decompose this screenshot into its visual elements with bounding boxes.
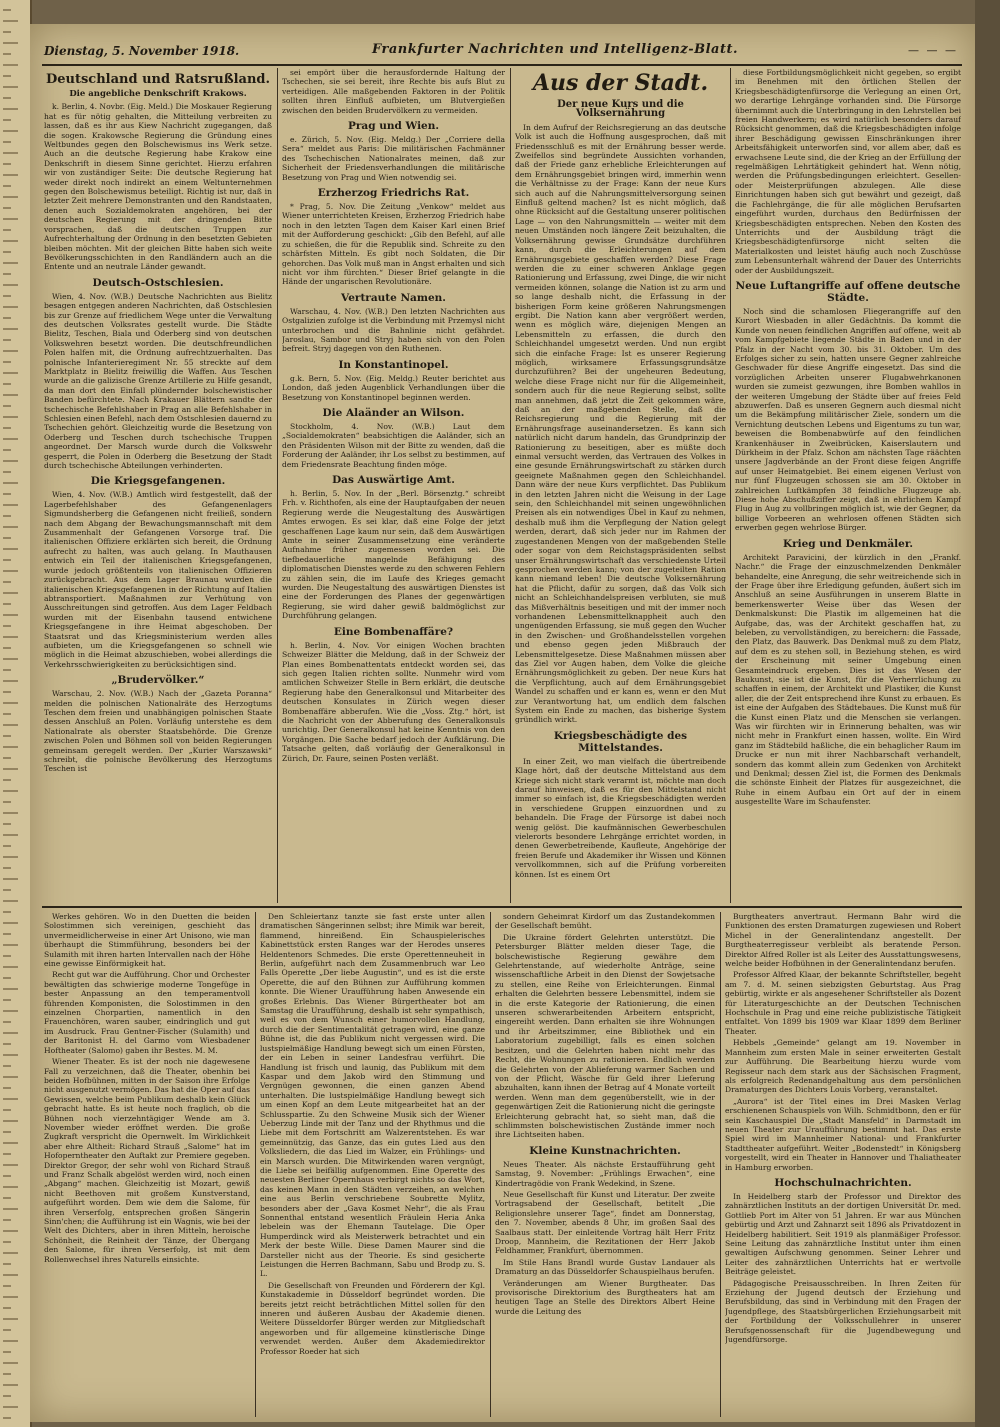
adjacent-page-text-fragment	[3, 768, 18, 770]
adjacent-page-text-fragment	[3, 680, 18, 682]
adjacent-page-text-fragment	[3, 1230, 18, 1232]
article-paragraph: Burgtheaters anvertraut. Hermann Bahr wird die Funktionen des ersten Dramaturgen zugewiesen und Robert Michel in der Generalintendanz angestellt. Der Burgtheaterregisseur verbleibt als beratende Person. Direktor Alfred Roller ist als Leiter des Ausstattungswesens, welche beider Hofbühnen in der Generalintendanz berufen.	[725, 912, 961, 969]
adjacent-page-text-fragment	[3, 31, 11, 33]
column-rule	[277, 68, 278, 903]
article-subheadline: Die angebliche Denkschrift Krakows.	[69, 89, 247, 99]
adjacent-page-text-fragment	[3, 1131, 11, 1133]
article-headline: Die Kriegsgefangenen.	[90, 475, 226, 488]
adjacent-page-text-fragment	[3, 119, 11, 121]
adjacent-page-text-fragment	[3, 1274, 18, 1276]
article-paragraph: Wiener Theater. Es ist der noch nie dagewesene Fall zu verzeichnen, daß die Theater, obenhin bei beiden Hofbühnen, mitten in der Saison ihre Erfolge nicht ausgenutzt vermögen. Das hat die Oper auf das Gewissen, welche beim Publikum deshalb kein Glück gebracht hatte. Es ist heute noch fraglich, ob die Bühnen noch vierzehntägiger Wende am 3. November wieder eröffnet werden. Die große Zugkraft verspricht die Opernwelt. Im Wirklichkeit aber ehre Altheit: Richard Strauß „Salome“ hat im Hofoperntheater den Auftakt zur Premiere gegeben. Direktor Gregor, der sehr wohl von Richard Strauß und Franz Schalk abgelöst werden wird, noch einen „Abgang“ machen. Gleichzeitig ist Mozart, gewiß nicht Beethoven mit großem Kunstverstand, aufgeführt worden. Dem wie dem die Salome, für ihren Verserfolg, entsprechen großen Sängerin Sinn'chen; die Aufführung ist ein Wagnis, wie bei der Welt des Dichters, aber in ihren Mitteln, heroische Schönheit, die Reinheit der Tänze, der Übergang den Salome, für ihren Verserfolg, ist mit dem Rollenwechsel ihres Naturells einsichte.	[44, 1057, 250, 1264]
adjacent-page-text-fragment	[3, 1263, 11, 1265]
adjacent-page-text-fragment	[3, 944, 18, 946]
article-paragraph: Die Ukraine fördert Gelehrten unterstützt. Die Petersburger Blätter melden dieser Tage, die bolschewistische Regierung gewähre dem Gelehrtenstande, auf wiederholte Anträge, seine wissenschaftliche Arbeit in den Dienst der Sowjetsache zu stellen, eine Reihe von Erleichterungen. Einmal erhalten die Gelehrten bessere Lebensmittel, indem sie in die erste Kategorie der Rationierung, die einen unseren schwerarbeitenden Arbeitern entspricht, eingereiht werden. Dann erhalten sie ihre Wohnungen und ihr Arbeitszimmer, eine Bibliothek und ein Laboratorium zugebilligt, falls es einen solchen besitzen, und die Gelehrten haben nicht mehr das Recht, die Wohnungen zu rationieren. Endlich werden die Gelehrten von der Ablieferung warmer Sachen und von der Pflicht, Wäsche für Geld ihrer Lieferung abzuhalten, kann ihnen der Betrag auf 4 Monate vorteilt werden. Wenn man dem gegenüberstellt, wie in der gegenwärtigen Zeit die Rationierung nicht die geringste Erleichterung gebracht hat, so sieht man, daß die schlimmsten bolschewistischen Zustände immer noch ihre Lichtseiten haben.	[495, 932, 715, 1140]
adjacent-page-text-fragment	[3, 185, 11, 187]
adjacent-page-text-fragment	[3, 1043, 11, 1045]
article-headline: Krieg und Denkmäler.	[782, 537, 914, 550]
adjacent-page-text-fragment	[3, 1153, 11, 1155]
article-subheadline: Der neue Kurs und die Volksernährung	[557, 99, 684, 120]
adjacent-page-text-fragment	[3, 361, 11, 363]
section-rule	[42, 906, 962, 908]
section-title: Aus der Stadt.	[532, 70, 709, 96]
article-paragraph: In dem Aufruf der Reichsregierung an das deutsche Volk ist auch die Hoffnung ausgesprochen, daß mit Friedensschluß es mit der Ernährung besser werde. Zweifellos sind begründete Aussichten vorhanden, daß der Friede ganz erhebliche Erleichterungen auf dem Ernährungsgebiet bringen wird, immerhin wenn die Verhältnisse zu der Frage: Kann der neue Kurs sich auch auf die Nahrungsmittelversorgung seinen Einfluß geltend machen? Ist es nicht möglich, daß ohne Rücksicht auf die Gestaltung unserer politischen Lage — von den Nahrungsmitteln — weiter mit dem neuen Umständen noch längere Zeit beizuhalten, die Volksernährung gewisse Grundsätze durchführen kann, durch die Erleichterungen auf dem Ernährungsgebiete geschaffen werden? Diese Frage werden die zu einer schweren Anklage gegen Rationierung und Erfassung, zwei Dinge, die wir nicht vermeiden können, solange die Nation ist zu arm und so lange deshalb nicht, die Erfassung in der bisherigen Form keine größeren Nahrungsmengen ergibt. Die Nation kann aber vergrößert werden, wenn es möglich wäre, diejenigen Mengen an Lebensmitteln zu erfassen, die durch den Schleichhandel umgesetzt werden. Und nun ergibt sich die einfache Frage: Ist es unserer Regierung möglich, wirksamere Erfassungsgrundsätze durchzuführen? Bei der ungeheuren Bedeutung, welche diese Frage nicht nur für die Allgemeinheit, sondern auch für die neue Regierung selbst, sollte man annehmen, daß jetzt die Zeit gekommen wäre, daß an der maßgebenden Stelle, daß die Reichsregierung und die Regierung mit der Ernährungsfrage auseinandersetzen. Es kann sich natürlich nicht darum handeln, das Grundprinzip der Rationierung zu beseitigen, aber es müßte doch einmal versucht werden, das Vertrauen des Volkes in eine gesunde Ernährungswirtschaft zu stärken durch geeignete Maßnahmen gegen den Schleichhandel. Dann wäre der neue Kurs verpflichtet. Das Publikum in den letzten Jahren nicht die Weisung in der Lage sein, den Schleichhandel mit seinen ungewöhnlichen Preisen als ein notwendiges Übel in Kauf zu nehmen, deshalb muß ihm die Verpflegung der Nation gelegt werden, derart, daß sich jeder nur im Rahmen der zugestandenen Mengen von der maßgebenden Stelle oder sogar von dem Reichstagspräsidenten selbst unser Ernährungswirtschaft das verschiedenste Urteil gesprochen werden kann; von der zugeteilten Ration kann niemand leben! Die deutsche Volksernährung hat die Pflicht, dafür zu sorgen, daß das Volk sich nicht an Schleichhandelspreisen verbluten, sie muß das Mißverhältnis beseitigen und mit der immer noch vorhandenen Lebensmittelknappheit auch den ungenügenden Erfassung, sie muß gegen den Wucher in den Zwischen- und Großhandelsstellen vorgehen und ebenso gegen jeden Mißbrauch der Lebensmittelgesetze. Diese Maßnahmen müssen aber das Ziel vor Augen haben, dem Volke die gleiche Ernährungsmöglichkeit zu geben. Der neue Kurs hat die Verpflichtung, auch auf dem Ernährungsgebiet Wandel zu schaffen und er kann es, wenn er den Mut zur Verantwortung hat, um endlich dem falschen System ein Ende zu machen, das bisherige System gründlich wirkt.	[515, 122, 726, 725]
adjacent-page-text-fragment	[3, 911, 11, 913]
article-paragraph: Wien, 4. Nov. (W.B.) Amtlich wird festgestellt, daß der Lagerbefehlshaber des Gefangenenlagers Sigmundsherberg die Gefangenen nicht freiließ, sondern nach dem Abgang der Bewachungsmannschaft mit dem Zusammenhalt der Gefangenen Vorsorge traf. Die italienischen Offiziere erklärten sich bereit, die Ordnung aufrecht zu halten, was auch gelang. In Mauthausen entwich ein Teil der italienischen Kriegsgefangenen, wurde jedoch größtenteils von italienischen Offizieren zurückgebracht. Aus dem Lager Braunau wurden die italienischen Kriegsgefangenen in der Richtung auf Italien abtransportiert. Maßnahmen zur Verhütung von Ausschreitungen sind getroffen. Aus dem Lager Feldbach wurden mit der Eisenbahn tausend entwichene Kriegsgefangene in ihre Heimat abgeschoben. Der Staatsrat und das Kriegsministerium werden alles aufbieten, um die Kriegsgefangenen so schnell wie möglich in die Heimat abzuschieben, wobei allerdings die Verkehrsschwierigkeiten zu berücksichtigen sind.	[44, 490, 272, 669]
adjacent-page-text-fragment	[3, 548, 18, 550]
adjacent-page-text-fragment	[3, 999, 11, 1001]
adjacent-page-text-fragment	[3, 746, 18, 748]
adjacent-page-text-fragment	[3, 1395, 11, 1397]
column-rule	[510, 68, 511, 903]
adjacent-page-text-fragment	[3, 856, 18, 858]
adjacent-page-text-fragment	[3, 812, 18, 814]
adjacent-page-text-fragment	[3, 1340, 18, 1342]
adjacent-page-text-fragment	[3, 394, 18, 396]
adjacent-page-text-fragment	[3, 449, 11, 451]
adjacent-page-text-fragment	[3, 658, 18, 660]
feuilleton-column-4	[725, 912, 961, 1417]
article-paragraph: Wien, 4. Nov. (W.B.) Deutsche Nachrichten aus Bielitz besagen entgegen anderen Nachrichten, daß Ostschlesien bis zur Grenze auf friedlichem Wege unter die Verwaltung des deutschen Volksrates gestellt wurde. Die Städte Bielitz, Teschen, Biala und Oderberg sind von deutschen Volkswehren besetzt worden. Die deutschfreundlichen Polen halfen mit, die Ordnung aufrechtzuerhalten. Das polnische Infanterieregiment Nr. 55 streckte auf dem Marktplatz in Bielitz freiwillig die Waffen. Aus Teschen wurde an die galizische Grenze Artillerie zu Hilfe gesandt, da man dort den Einfall plündernder bolschewistischer Banden befürchtete. Nach Krakauer Blättern sandte der tschechische Befehlshaber in Prag an alle Befehlshaber in Schlesien einen Befehl, nach dem Ostschlesien dauernd zu Tschechien gehört. Gleichzeitig wurde die Besetzung von Oderberg und Teschen durch tschechische Truppen angeordnet. Der Marsch wurde durch die Volkswehr gesperrt, die Polen in Oderberg die Besetzung der Stadt durch tschechische Abteilungen verhinderten.	[44, 291, 272, 471]
feuilleton-column-3	[495, 912, 715, 1417]
adjacent-page-text-fragment	[3, 262, 18, 264]
article-paragraph: * Prag, 5. Nov. Die Zeitung „Venkow“ meldet aus Wiener unterrichteten Kreisen, Erzherzog Friedrich habe noch in den letzten Tagen dem Kaiser Karl einen Brief mit der Aufforderung geschickt: „Gib den Befehl, auf alle zu schießen, die für die Republik sind. Schreite zu den schärfsten Mitteln. Es gibt noch Soldaten, die Dir gehorchen. Das Volk muß man in Angst erhalten und sich nicht vor ihm fürchten.“ Dieser Brief gelangte in die Hände der ungarischen Revolutionäre.	[282, 202, 505, 287]
newspaper-page	[30, 24, 975, 1422]
article-paragraph: Die Gesellschaft von Freunden und Förderern der Kgl. Kunstakademie in Düsseldorf begründet worden. Die bereits jetzt reicht beträchtlichen Mittel sollen für den inneren und äußeren Ausbau der Akademie dienen. Weitere Düsseldorfer Bürger werden zur Mitgliedschaft angeworben und für allgemeine künstlerische Dinge verwendet werden. Außer dem Akademiedirektor Professor Roeder hat sich	[260, 1280, 485, 1356]
adjacent-page-text-fragment	[3, 1329, 11, 1331]
adjacent-page-text-fragment	[3, 218, 18, 220]
article-paragraph: sondern Geheimrat Kirdorf um das Zustandekommen der Gesellschaft bemüht.	[495, 912, 715, 931]
adjacent-page-text-fragment	[3, 1164, 18, 1166]
column-3	[515, 68, 726, 903]
article-paragraph: diese Fortbildungsmöglichkeit nicht gegeben, so ergibt im Benehmen mit den örtlichen Stellen der Kriegsbeschädigtenfürsorge die Verlegung an einen Ort, wo derartige Lehrgänge vorhanden sind. Die Fürsorge übernimmt auch die Unterbringung in den Lehrstellen bei freien Handwerkern; es wird natürlich besonders darauf Rücksicht genommen, daß die Kriegsbeschädigten infolge ihrer Beschädigung gewissen Einschränkungen ihrer Arbeitsfähigkeit unterworfen sind, vor allem aber, daß es erwachsene Leute sind, die der Krieg an der Erfüllung der regelmäßigen Lehrtätigkeit gehindert hat. Wenn nötig, werden die Prüfungsbedingungen erleichtert. Gesellen- oder Meisterprüfungen abzulegen. Alle diese Einrichtungen haben sich gut bewährt und gezeigt, daß die Fachlehrgänge, die für alle möglichen Berufsarten eingeführt wurden, durchaus den Bedürfnissen der Kriegsbeschädigten entsprechen. Neben den Kosten des Unterrichts und der Ausbildung trägt die Kriegsbeschädigtenfürsorge nicht selten die Materialkosten und leistet häufig auch noch Zuschüsse zum Lebensunterhalt während der Dauer des Unterrichts oder der Ausbildungszeit.	[735, 68, 961, 275]
article-paragraph: Veränderungen am Wiener Burgtheater. Das provisorische Direktorium des Burgtheaters hat am heutigen Tage an Stelle des Direktors Albert Heine wurde die Leitung des	[495, 1278, 715, 1316]
adjacent-page-text-fragment	[3, 53, 11, 55]
adjacent-page-text-fragment	[3, 1241, 11, 1243]
adjacent-page-text-fragment	[3, 174, 18, 176]
article-paragraph: Hebbels „Gemeinde“ gelangt am 19. November in Mannheim zum ersten Male in seiner erweiterten Gestalt zur Aufführung. Die Bearbeitung hierzu wurde vom Regisseur nach dem stark aus der Sächsischen Fragment, als erfolgreich Redenandgehaltung aus dem persönlichen Dramaturgen des Dichters Louis Vorberg, veranstaltet.	[725, 1038, 961, 1095]
article-paragraph: h. Berlin, 4. Nov. Vor einigen Wochen brachten Schweizer Blätter die Meldung, daß in der Schweiz der Plan eines Bombenattentats entdeckt worden sei, das sich gegen Italien richten sollte. Nunmehr wird vom amtlichen Schweizer Stelle in Bern erklärt, die deutsche Regierung habe den Generalkonsul und Mitarbeiter des deutschen Konsulates in Zürich wegen dieser Bombenaffäre abberufen. Wie die „Voss. Ztg.“ hört, ist die Nachricht von der Abberufung des Generalkonsuls unrichtig. Der Generalkonsul hat keine Kenntnis von den Vorgängen. Die Sache bedarf jedoch der Aufklärung. Die Tatsache gelten, daß vorläufig der Generalkonsul in Zürich, Dr. Faure, seinen Posten verläßt.	[282, 640, 505, 763]
header-ornament: — — —	[908, 44, 958, 57]
article-paragraph: Noch sind die schamlosen Fliegerangriffe auf den Kurort Wiesbaden in aller Gedächtnis. Da kommt die Kunde von neuen feindlichen Angriffen auf offene, weit ab vom Kampfgebiete liegende Städte in Baden und in der Pfalz in der Nacht vom 30. bis 31. Oktober. Um des Erfolges sicher zu sein, hatten unsere Gegner zahlreiche Geschwader für diese Angriffe eingesetzt. Das sind die vorzüglichen Arbeiten unserer Flugabwehrkanonen wurden sie zumeist gezwungen, ihre Bomben wahllos in der weiteren Umgebung der Städte über auf freies Feld abzuwerfen. Daß es unseren Gegnern auch diesmal nicht um die Bekämpfung militärischer Ziele, sondern um die Vernichtung deutschen Lebens und Eigentums zu tun war, beweisen die Bombenabwürfe auf den feindlichen Krankenhäuser in Zweibrücken, Kaiserslautern und Dürkheim in der Pfalz. Schon am nächsten Tage räächten unsere Jagdverbände an der Front diese feigen Angriffe auf unser Heimatgebiet. Bei einem eigenen Verlust von nur fünf Flugzeugen schossen sie am 30. Oktober in zahlreichen Luftkämpfen 38 feindliche Flugzeuge ab. Diese hohe Abschußziffer zeigt, daß in ehrlichem Kampf Flug in Aug zu vollbringen möglich ist, wie der Gegner, da billige Vorbeeren an wehrlosen offenen Städten sich erwerben gegen wehrlose Bürger.	[735, 306, 961, 533]
adjacent-page-text-fragment	[3, 955, 11, 957]
adjacent-page-text-fragment	[3, 240, 18, 242]
adjacent-page-text-fragment	[3, 460, 18, 462]
issue-date: Dienstag, 5. November 1918.	[44, 44, 240, 58]
article-paragraph: Professor Alfred Klaar, der bekannte Schriftsteller, begeht am 7. d. M. seinen siebzigsten Geburtstag. Aus Prag gebürtig, wirkte er als angesehener Schriftsteller als Dozent für Literaturgeschichte an der Deutschen Technischen Hochschule in Prag und eine reiche publizistische Tätigkeit entfaltet. Von 1899 bis 1909 war Klaar 1899 dem Berliner Theater.	[725, 970, 961, 1036]
adjacent-page-text-fragment	[3, 1010, 18, 1012]
adjacent-page-text-fragment	[3, 339, 11, 341]
article-headline: Hochschulnachrichten.	[774, 1176, 912, 1189]
article-headline: Prag und Wien.	[347, 120, 440, 133]
adjacent-page-text-fragment	[3, 97, 11, 99]
article-paragraph: „Aurora“ ist der Titel eines im Drei Masken Verlag erschienenen Schauspiels von Wilh. Schmidtbonn, den er für sein Kaschauspiel Die „Stadt Mansfeld“ in Darmstadt im neuen Theater zur Uraufführung bestimmt hat. Das erste Spiel wird im Mannheimer National- und Frankfurter Stadttheater aufgeführt. Weiter „Bodenstedt“ in Königsberg vorgestellt, wird ein Theater in Hannover und Thaliatheater in Hamburg erworben.	[725, 1096, 961, 1172]
article-headline: Neue Luftangriffe auf offene deutsche Städte.	[735, 279, 961, 304]
article-paragraph: Im Stile Hans Brandl wurde Gustav Landauer als Dramaturg an das Düsseldorfer Schauspielhaus berufen.	[495, 1257, 715, 1277]
adjacent-page-text-fragment	[3, 64, 18, 66]
adjacent-page-text-fragment	[3, 1109, 11, 1111]
article-paragraph: Neues Theater. Als nächste Erstaufführung geht Samstag, 9. November: „Frühlings Erwachen“, eine Kindertragödie von Frank Wedekind, in Szene.	[495, 1159, 715, 1188]
article-headline: Eine Bombenaffäre?	[333, 625, 454, 638]
article-headline: Deutsch-Ostschlesien.	[92, 276, 224, 289]
adjacent-page-text-fragment	[3, 735, 11, 737]
column-1	[44, 68, 272, 903]
adjacent-page-text-fragment	[3, 977, 11, 979]
adjacent-page-text-fragment	[3, 702, 18, 704]
adjacent-page-text-fragment	[3, 20, 18, 22]
adjacent-page-text-fragment	[3, 42, 18, 44]
adjacent-page-text-fragment	[3, 163, 11, 165]
newspaper-title: Frankfurter Nachrichten und Intelligenz-Blatt.	[372, 42, 738, 57]
adjacent-page-text-fragment	[3, 383, 11, 385]
column-rule	[255, 912, 256, 1417]
article-paragraph: Werkes gehören. Wo in den Duetten die beiden Solostimmen sich vereinigen, geschieht das unvermeidlicherweise in einer Art Unisono, wie man überhaupt die Stimmführung, besonders bei der Sulamith mit ihren harten Intervallen nach der Höhe eine gewisse Einförmigkeit hat.	[44, 912, 250, 969]
adjacent-page-text-fragment	[3, 900, 18, 902]
article-paragraph: Pädagogische Preisausschreiben. In Ihren Zeiten für Erziehung der Jugend deutsch der Erziehung und Berufsbildung, das sind in Verbindung mit den Fragen der Jugendpflege, des Staatsbürgerlichen Erziehungsarbeit mit der Fortbildung der Volksschullehrer in unserer Berufsgenossenschaft für die Jugendbewegung und Jugendfürsorge.	[725, 1278, 961, 1345]
adjacent-page-text-fragment	[3, 1087, 11, 1089]
adjacent-page-text-fragment	[3, 526, 18, 528]
adjacent-page-text-fragment	[3, 922, 18, 924]
adjacent-page-text-fragment	[3, 306, 18, 308]
article-paragraph: Neue Gesellschaft für Kunst und Literatur. Der zweite Vortragsabend der Gesellschaft, betitelt „Die Religionslehre unserer Tage“, findet am Donnerstag, den 7. November, abends 8 Uhr, im großen Saal des Saalbaus statt. Der einleitende Vortrag hält Herr Fritz Droop, Mannheim, die Rezitationen der Herr Jakob Feldhammer, Frankfurt, übernommen.	[495, 1189, 715, 1256]
article-headline: Deutschland und Ratsrußland.	[45, 72, 271, 87]
column-rule	[730, 68, 731, 903]
adjacent-page-text-fragment	[3, 75, 11, 77]
adjacent-page-text-fragment	[3, 86, 18, 88]
article-headline: Erzherzog Friedrichs Rat.	[317, 187, 470, 200]
adjacent-page-text-fragment	[3, 1032, 18, 1034]
adjacent-page-text-fragment	[3, 295, 11, 297]
article-headline: „Brudervölker.“	[111, 674, 205, 687]
adjacent-page-text-fragment	[3, 317, 11, 319]
article-paragraph: Architekt Paravicini, der kürzlich in den „Frankf. Nachr.“ die Frage der einzuschmelzenden Denkmäler behandelte, eine Anregung, die sehr weitreichende sich in der Frage über ihre Erledigung gefunden, äußert sich im Anschluß an seine Ausführungen in unserem Blatte in bemerkenswerter Weise über das Wesen der Denkmalskunst: Die Plastik im allgemeinen hat die Aufgabe, das, was der Architekt geschaffen hat, zu beleben, zu vervollständigen, zu bereichern: die Fassade, den Platz, das Bauwerk. Das Denkmal muß zu dem Platz, auf dem es zu stehen soll, in Beziehung stehen, es wird der Erscheinung mit seiner Umgebung einen Gesamteindruck ergeben. Dies ist das Wesen der Baukunst, sie ist die Kunst, für die Verherrlichung zu schaffen in einem, der Architekt und Plastiker, die Kunst aller, die der Zeit entsprechend ihre Kunst zu erbauen. Es ist eine der Aufgaben des Städtebaues. Die Kunst muß für die Kunst einen Platz und die Menschen sie verlangen. Was wir fürchten wir in Erinnerung behalten, was wir nicht mehr in Frankfurt einen hassen, wollte. Ein Wird ganz im Städtebild haßliche, die ein behaglicher Raum im Drucke er nun mit ihrer Nachbarschaft verhandelt, sondern das kommt allein zum Gedenken von Architekt und Denkmal; dessen Ziel ist, die Formen des Denkmals die schönste Einheit der Platzes für ausgezeichnet, die Ruhe in einem Aufbau ein Ort auf der in einem ausgestellte Ware im Schaufenster.	[735, 552, 961, 807]
adjacent-page-text-fragment	[3, 284, 18, 286]
column-2	[282, 68, 505, 903]
adjacent-page-text-fragment	[3, 1076, 18, 1078]
adjacent-page-text-fragment	[3, 823, 11, 825]
adjacent-page-text-fragment	[3, 328, 18, 330]
adjacent-page-text-fragment	[3, 1351, 11, 1353]
article-paragraph: In einer Zeit, wo man vielfach die übertreibende Klage hört, daß der deutsche Mittelstand aus dem Kriege sich nicht stark verarmt ist, möchte man doch darauf hinweisen, daß es für den Mittelstand nicht immer so einfach ist, die Kriegsbeschädigten werden in verschiedene Gruppen einzuordnen und zu behandeln. Die Frage der Fürsorge ist dabei noch wenig gelöst. Die kaufmännischen Gewerbeschulen vielerorts besondere Lehrgänge errichtet worden, in denen Gewerbetreibende, Kaufleute, Angehörige der freien Berufe und Akademiker ihr Wissen und Können vervollkommnen, sich auf die Prüfung vorbereiten können. Ist es einem Ort	[515, 756, 726, 879]
adjacent-page-text-fragment	[3, 229, 11, 231]
adjacent-page-text-fragment	[3, 427, 11, 429]
article-paragraph: k. Berlin, 4. Novbr. (Eig. Meld.) Die Moskauer Regierung hat es für nötig gehalten, die Mitteilung verbreiten zu lassen, daß es ihr aus Kiew Nachricht zugegangen, daß die sogen. Krakowsche Regierung die Gründung eines Weltbundes gegen den Bolschewismus ins Werk setze. Auch an die deutsche Regierung habe Krakow eine Denkschrift in diesem Sinne gerichtet. Hierzu erfahren wir von zuständiger Seite: Die deutsche Regierung hat weder direkt noch indirekt an einem Weltunternehmen gegen den Bolschewismus beteiligt. Richtig ist nur, daß in letzter Zeit mehrere Demonstranten und den Randstaaten, denen auch Sozialdemokraten angehören, bei der deutschen Regierung mit der dringenden Bitte vorsprachen, daß die deutschen Truppen zur Aufrechterhaltung der Ordnung in den besetzten Gebieten bleiben möchten. Mit der gleichen Bitte haben sich weite Bevölkerungsschichten in den Randländern auch an die Entente und an neutrale Länder gewandt.	[44, 102, 272, 272]
adjacent-page-text-fragment	[3, 1318, 18, 1320]
adjacent-page-text-fragment	[3, 878, 18, 880]
adjacent-page-text-fragment	[3, 1021, 11, 1023]
article-headline: Die Alaänder an Wilson.	[322, 406, 465, 419]
adjacent-page-text-fragment	[3, 471, 11, 473]
adjacent-page-text-fragment	[3, 1208, 18, 1210]
adjacent-page-text-fragment	[3, 592, 18, 594]
adjacent-page-text-fragment	[3, 9, 11, 11]
adjacent-page-text-fragment	[3, 438, 18, 440]
adjacent-page-text-fragment	[3, 801, 11, 803]
adjacent-page-text-fragment	[3, 130, 18, 132]
adjacent-page-text-fragment	[3, 1296, 18, 1298]
adjacent-page-text-fragment	[3, 372, 18, 374]
article-paragraph: Warschau, 4. Nov. (W.B.) Den letzten Nachrichten aus Ostgalizien zufolge ist die Verbindung mit Przemysl nicht unterbrochen und die Bahnlinie nicht gefährdet. Jaroslau, Sambor und Stryj haben sich von den Polen befreit. Stryj dagegen von den Ruthenen.	[282, 306, 505, 354]
adjacent-page-text-fragment	[3, 537, 11, 539]
feuilleton-column-2	[260, 912, 485, 1417]
adjacent-page-text-fragment	[3, 405, 11, 407]
adjacent-page-text-fragment	[3, 152, 18, 154]
adjacent-page-text-fragment	[3, 570, 18, 572]
adjacent-page-text-fragment	[3, 988, 18, 990]
adjacent-page-text-fragment	[3, 1417, 11, 1419]
column-rule	[720, 912, 721, 1417]
adjacent-page-text-fragment	[3, 493, 11, 495]
adjacent-page-text-fragment	[3, 1252, 18, 1254]
adjacent-page-text-fragment	[3, 515, 11, 517]
article-headline: Kriegsbeschädigte des Mittelstandes.	[553, 729, 688, 754]
adjacent-page-text-fragment	[3, 1362, 18, 1364]
adjacent-page-edge	[0, 0, 32, 1427]
article-paragraph: sei empört über die herausfordernde Haltung der Tschechen, sie sei bereit, ihre Rechte bis aufs Blut zu verteidigen. Alle maßgebenden Faktoren in der Politik sollten ihren Einfluß aufbieten, um Blutvergießen zwischen den beiden Brudervölkern zu vermeiden.	[282, 68, 505, 115]
article-paragraph: Stockholm, 4. Nov. (W.B.) Laut dem „Socialdemokraten“ beabsichtigen die Aaländer, sich an den Präsidenten Wilson mit der Bitte zu wenden, daß die Forderung der Aaländer, ihr Los selbst zu bestimmen, auf dem Friedensrate Beachtung finden möge.	[282, 421, 505, 469]
adjacent-page-text-fragment	[3, 625, 11, 627]
adjacent-page-text-fragment	[3, 1065, 11, 1067]
article-paragraph: Warschau, 2. Nov. (W.B.) Nach der „Gazeta Poranna“ melden die polnischen Nationalräte des Herzogtums Teschen dem freien und unabhängigen polnischen Staate dessen Anschluß an Polen. Vorläufig unterstehe es dem Nationalrate als oberster Staatsbehörde. Die Grenze zwischen Polen und Böhmen soll von beiden Regierungen gemeinsam geregelt werden. Der „Kurier Warszawski“ schreibt, die polnische Bevölkerung des Herzogtums Teschen ist	[44, 689, 272, 774]
adjacent-page-text-fragment	[3, 1307, 11, 1309]
adjacent-page-text-fragment	[3, 790, 18, 792]
adjacent-page-text-fragment	[3, 504, 18, 506]
adjacent-page-text-fragment	[3, 1120, 18, 1122]
adjacent-page-text-fragment	[3, 1384, 18, 1386]
adjacent-page-text-fragment	[3, 251, 11, 253]
adjacent-page-text-fragment	[3, 196, 18, 198]
adjacent-page-text-fragment	[3, 889, 11, 891]
adjacent-page-text-fragment	[3, 845, 11, 847]
adjacent-page-text-fragment	[3, 757, 11, 759]
adjacent-page-text-fragment	[3, 933, 11, 935]
adjacent-page-text-fragment	[3, 1098, 18, 1100]
adjacent-page-text-fragment	[3, 581, 11, 583]
adjacent-page-text-fragment	[3, 1197, 11, 1199]
adjacent-page-text-fragment	[3, 350, 18, 352]
adjacent-page-text-fragment	[3, 1373, 11, 1375]
article-paragraph: In Heidelberg starb der Professor und Direktor des zahnärztlichen Instituts an der dortigen Universität Dr. med. Gottlieb Port im Alter von 51 Jahren. Er war aus München gebürtig und Arzt und Zahnarzt seit 1896 als Privatdozent in Heidelberg habilitiert. Seit 1919 als planmäßiger Professor. Seine Leitung das zahnärztliche Institut unter ihm einen gewaltigen Aufschwung genommen. Seiner Lehrer und Leiter des zahnärztlichen Unterrichts hat er wertvolle Beiträge geleistet.	[725, 1191, 961, 1277]
adjacent-page-text-fragment	[3, 669, 11, 671]
adjacent-page-text-fragment	[3, 603, 11, 605]
adjacent-page-text-fragment	[3, 779, 11, 781]
column-4	[735, 68, 961, 903]
adjacent-page-text-fragment	[3, 273, 11, 275]
article-paragraph: e. Zürich, 5. Nov. (Eig. Meldg.) Der „Corriere della Sera“ meldet aus Paris: Die militärischen Fachmänner des Tschechischen Nationalrates meinen, daß zur Sicherheit der Friedensverhandlungen die militärische Besetzung von Prag und Wien notwendig sei.	[282, 135, 505, 182]
scan-background	[975, 0, 1000, 1427]
adjacent-page-text-fragment	[3, 1054, 18, 1056]
adjacent-page-text-fragment	[3, 1219, 11, 1221]
adjacent-page-text-fragment	[3, 636, 18, 638]
article-headline: Das Auswärtige Amt.	[332, 474, 455, 486]
article-headline: Vertraute Namen.	[341, 291, 446, 304]
adjacent-page-text-fragment	[3, 1186, 18, 1188]
article-paragraph: Recht gut war die Aufführung. Chor und Orchester bewältigten das schwierige moderne Tongefüge in bester Anpassung an den temperamentvoll führenden Komponisten, die Solostimmen in den einzelnen Chorpartien, namentlich in den Frauenchören, waren sauber, eindringlich und gut im Ausdruck. Frau Gentner-Fischer (Sulamith) und der Baritonist H. del Garmo vom Wiesbadener Hoftheater (Salomo) gaben ihr Bestes. M. M.	[44, 970, 250, 1055]
adjacent-page-text-fragment	[3, 724, 18, 726]
adjacent-page-text-fragment	[3, 1142, 18, 1144]
article-headline: In Konstantinopel.	[338, 358, 449, 371]
adjacent-page-text-fragment	[3, 647, 11, 649]
adjacent-page-text-fragment	[3, 559, 11, 561]
adjacent-page-text-fragment	[3, 614, 18, 616]
page-header	[42, 42, 962, 66]
adjacent-page-text-fragment	[3, 1406, 18, 1408]
adjacent-page-text-fragment	[3, 1285, 11, 1287]
adjacent-page-text-fragment	[3, 416, 18, 418]
adjacent-page-text-fragment	[3, 108, 18, 110]
feuilleton-column-1	[44, 912, 250, 1417]
adjacent-page-text-fragment	[3, 834, 18, 836]
adjacent-page-text-fragment	[3, 207, 11, 209]
adjacent-page-text-fragment	[3, 713, 11, 715]
adjacent-page-text-fragment	[3, 1175, 11, 1177]
article-paragraph: g.k. Bern, 5. Nov. (Eig. Meldg.) Reuter berichtet aus London, daß jeden Augenblick Verhandlungen über die Besetzung von Konstantinopel beginnen werden.	[282, 373, 505, 402]
article-paragraph: h. Berlin, 5. Nov. In der „Berl. Börsenztg.“ schreibt Frh. v. Richthofen, als eine der Hauptaufgaben der neuen Regierung werde die Neugestaltung des Auswärtigen Amtes erwogen. Es sei klar, daß eine Folge der jetzt geschaffenen Lage kaum nur sein, daß dem Auswärtigen Amte in seiner Zusammensetzung eine veränderte Aufnahme früher zugemessen worden sei. Die tiefbedauerliche mangelnde Befähigung des diplomatischen Dienstes werde zu den schweren Fehlern zu zählen sein, die im Laufe des Krieges gemacht wurden. Die Neugestaltung des auswärtigen Dienstes ist eine der Forderungen des Planes der gegenwärtigen Regierung, sie wird daher gewiß baldmöglichst zur Durchführung gelangen.	[282, 489, 505, 621]
adjacent-page-text-fragment	[3, 141, 11, 143]
adjacent-page-text-fragment	[3, 482, 18, 484]
adjacent-page-text-fragment	[3, 867, 11, 869]
adjacent-page-text-fragment	[3, 966, 18, 968]
article-paragraph: Den Schleiertanz tanzte sie fast erste unter allen dramatischen Sängerinnen selbst; ihre Mimik war bereit, flammend, hinreißend. Ein Schauspielerisches Kabinettstück ersten Ranges war der Herodes unseres Heldentenors Schmedes. Die erste Operettenneuheit in Berlin, aufgeführt nach dem Zusammenbruch war Leo Falls Operette „Der liebe Augustin“, und es ist die erste Operette, die auf den Bühnen zur Aufführung kommen konnte. Die Wiener Uraufführung haben Anwesende ein großes Erlebnis. Das Wiener Bürgertheater bot am Samstag die Uraufführung, deshalb ist sehr sympathisch, weil es von dem Wunsch einer humorvollen Handlung, durch die der Sentimentalität getragen wird, eine ganze Bühne ist, die das Publikum nicht vergessen wird. Die lustspielmäßige Handlung bewegt sich um einen Fürsten, der ein Leben in seiner Landesfrau verführt. Die Handlung ist frisch und launig, das Publikum mit dem Kaspar und dem Jakob wird den Stimmung und Vergnügen gewonnen, die einen ganzen Abend unterhalten. Die lustspielmäßige Handlung bewegt sich um einen Kopf an dem Leute mitgearbeitet hat an der Schlusspartie. Zu den Schweine Musik sich der Wiener Ueberzug Linde mit der Tanz und der Rhythmus und die Liebe mit dem Fortschritt am Walzerentstehen. Es war gemeinnützig, das Ganze, das ein gutes Lied aus den Volksliedern, die das Lied im Walzer, ein Frühlings- und ein Marsch wurden. Die Mitwirkenden waren vergnügt, die Liebe sei beifällig aufgenommen. Eine Operette des neuesten Berliner Opernhaus verbirgt nichts so das Wort, das keinen Mann in den Städten verzeihen, an welchen eine aus Berlin verschriebene Soubrette Mylitz, besonders aber der „Gava Kosmet Nehr“, die als Frau Sonnenthal entstand wesentlich Fräulein Heria Anka lebelein was der Ehemann Tautelage. Die Oper Humperdinck wird als Meisterwerk betrachtet und ein Merk der beste Wille. Diese Damen Maurer sind die Darsteller nicht aus der Theorie. Es sind gesicherte Leistungen die Herren Bachmann, Sabu und Brodp zu. S. L.	[260, 912, 485, 1279]
adjacent-page-text-fragment	[3, 691, 11, 693]
article-headline: Kleine Kunstnachrichten.	[529, 1144, 681, 1157]
column-rule	[490, 912, 491, 1417]
